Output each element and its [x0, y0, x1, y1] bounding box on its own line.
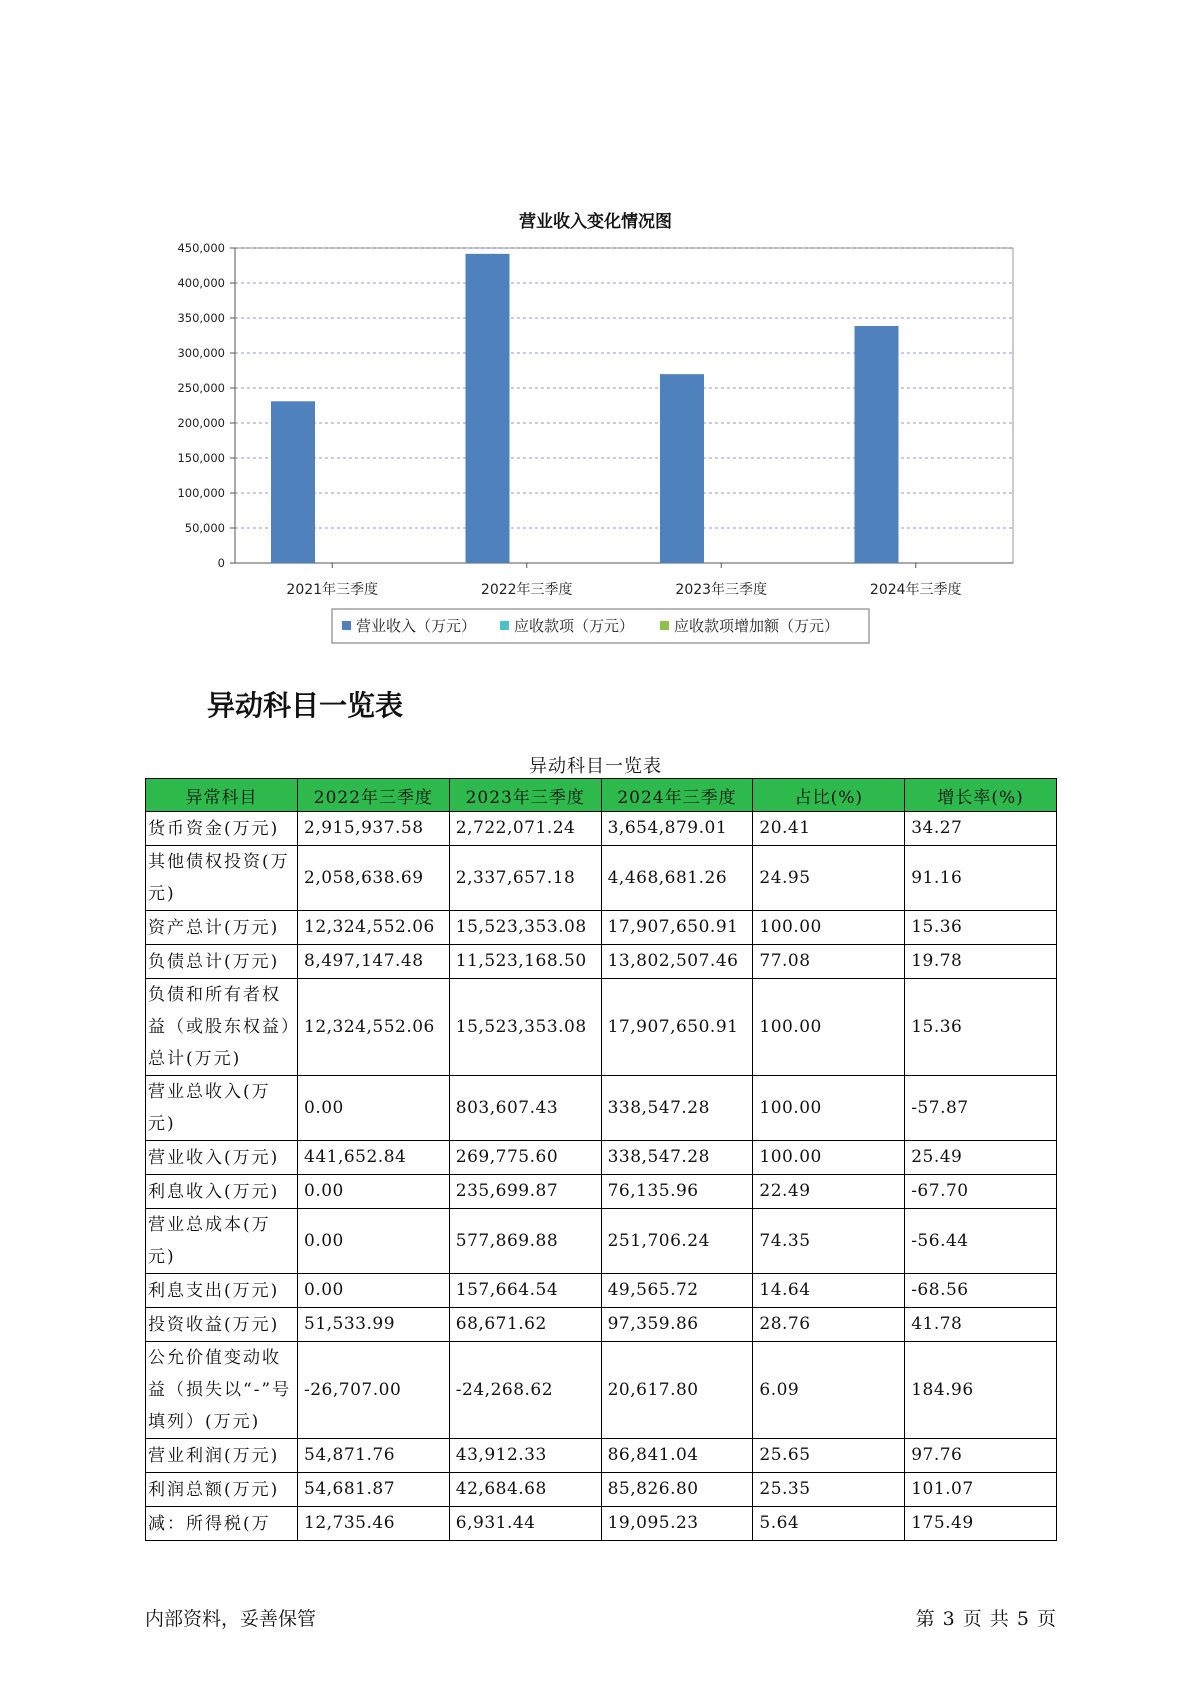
row-label-cell: 其他债权投资(万元)	[146, 846, 298, 911]
table-row	[146, 1175, 1057, 1209]
y-tick-label: 50,000	[184, 521, 225, 535]
value-cell: 34.27	[905, 812, 1057, 846]
value-cell: -56.44	[905, 1209, 1057, 1274]
value-cell: 68,671.62	[449, 1308, 601, 1342]
row-label-cell: 负债和所有者权益（或股东权益）总计(万元)	[146, 979, 298, 1076]
value-cell: 86,841.04	[601, 1439, 753, 1473]
table-header-cell: 2024年三季度	[601, 779, 753, 812]
row-label-cell: 负债总计(万元)	[146, 945, 298, 979]
value-cell: -26,707.00	[298, 1342, 450, 1439]
x-tick-label: 2022年三季度	[480, 582, 573, 598]
row-label-cell: 投资收益(万元)	[146, 1308, 298, 1342]
value-cell: -57.87	[905, 1076, 1057, 1141]
y-tick-label: 0	[217, 556, 225, 570]
value-cell: 3,654,879.01	[601, 812, 753, 846]
row-label-cell: 营业利润(万元)	[146, 1439, 298, 1473]
value-cell: 97,359.86	[601, 1308, 753, 1342]
value-cell: 577,869.88	[449, 1209, 601, 1274]
row-label-cell: 公允价值变动收益（损失以“-”号填列）(万元)	[146, 1342, 298, 1439]
value-cell: 100.00	[753, 1076, 905, 1141]
table-caption: 异动科目一览表	[529, 756, 662, 777]
value-cell: 441,652.84	[298, 1141, 450, 1175]
value-cell: 15,523,353.08	[449, 979, 601, 1076]
table-row	[146, 812, 1057, 846]
table-header-cell: 占比(%)	[753, 779, 905, 812]
bar	[466, 254, 510, 563]
value-cell: 74.35	[753, 1209, 905, 1274]
table-row	[146, 1507, 1057, 1541]
value-cell: 4,468,681.26	[601, 846, 753, 911]
value-cell: 41.78	[905, 1308, 1057, 1342]
table-row	[146, 846, 1057, 911]
bar	[855, 326, 899, 563]
y-tick-label: 350,000	[177, 311, 225, 325]
value-cell: 184.96	[905, 1342, 1057, 1439]
value-cell: 24.95	[753, 846, 905, 911]
table-header-cell: 2022年三季度	[298, 779, 450, 812]
value-cell: 77.08	[753, 945, 905, 979]
chart-title: 营业收入变化情况图	[519, 212, 672, 232]
value-cell: 2,915,937.58	[298, 812, 450, 846]
value-cell: 100.00	[753, 911, 905, 945]
revenue-bar-chart	[0, 0, 1191, 660]
value-cell: -67.70	[905, 1175, 1057, 1209]
table-row	[146, 1274, 1057, 1308]
value-cell: 235,699.87	[449, 1175, 601, 1209]
value-cell: 12,324,552.06	[298, 979, 450, 1076]
value-cell: 43,912.33	[449, 1439, 601, 1473]
value-cell: 76,135.96	[601, 1175, 753, 1209]
y-tick-label: 400,000	[177, 276, 225, 290]
value-cell: 251,706.24	[601, 1209, 753, 1274]
table-body	[146, 812, 1057, 1541]
page-number: 第 3 页 共 5 页	[915, 1608, 1056, 1630]
value-cell: 25.65	[753, 1439, 905, 1473]
value-cell: 42,684.68	[449, 1473, 601, 1507]
value-cell: 175.49	[905, 1507, 1057, 1541]
x-tick-label: 2021年三季度	[286, 582, 379, 598]
row-label-cell: 资产总计(万元)	[146, 911, 298, 945]
value-cell: -24,268.62	[449, 1342, 601, 1439]
value-cell: 91.16	[905, 846, 1057, 911]
row-label-cell: 营业总收入(万元)	[146, 1076, 298, 1141]
value-cell: 25.49	[905, 1141, 1057, 1175]
footer-note: 内部资料，妥善保管	[145, 1608, 317, 1630]
value-cell: 0.00	[298, 1076, 450, 1141]
value-cell: 20,617.80	[601, 1342, 753, 1439]
y-tick-label: 450,000	[177, 241, 225, 255]
table-row	[146, 1209, 1057, 1274]
value-cell: 13,802,507.46	[601, 945, 753, 979]
value-cell: 0.00	[298, 1209, 450, 1274]
table-row	[146, 945, 1057, 979]
value-cell: 0.00	[298, 1274, 450, 1308]
value-cell: 17,907,650.91	[601, 911, 753, 945]
value-cell: 12,735.46	[298, 1507, 450, 1541]
value-cell: 20.41	[753, 812, 905, 846]
table-row	[146, 979, 1057, 1076]
value-cell: 25.35	[753, 1473, 905, 1507]
value-cell: 85,826.80	[601, 1473, 753, 1507]
legend-label: 应收款项增加额（万元）	[674, 617, 840, 635]
row-label-cell: 营业收入(万元)	[146, 1141, 298, 1175]
table-row	[146, 1141, 1057, 1175]
value-cell: 54,871.76	[298, 1439, 450, 1473]
value-cell: 28.76	[753, 1308, 905, 1342]
y-tick-label: 100,000	[177, 486, 225, 500]
legend-swatch	[342, 621, 351, 630]
anomaly-table	[145, 778, 1057, 1541]
legend-swatch	[660, 621, 669, 630]
row-label-cell: 减：所得税(万	[146, 1507, 298, 1541]
bar	[271, 401, 315, 563]
value-cell: 14.64	[753, 1274, 905, 1308]
value-cell: 2,337,657.18	[449, 846, 601, 911]
table-row	[146, 1439, 1057, 1473]
value-cell: 19,095.23	[601, 1507, 753, 1541]
value-cell: 338,547.28	[601, 1076, 753, 1141]
value-cell: 15,523,353.08	[449, 911, 601, 945]
value-cell: 19.78	[905, 945, 1057, 979]
value-cell: -68.56	[905, 1274, 1057, 1308]
legend-label: 应收款项（万元）	[514, 617, 635, 635]
value-cell: 6,931.44	[449, 1507, 601, 1541]
y-tick-label: 250,000	[177, 381, 225, 395]
value-cell: 338,547.28	[601, 1141, 753, 1175]
row-label-cell: 利润总额(万元)	[146, 1473, 298, 1507]
table-header-cell: 异常科目	[146, 779, 298, 812]
table-header-cell: 2023年三季度	[449, 779, 601, 812]
y-tick-label: 300,000	[177, 346, 225, 360]
value-cell: 269,775.60	[449, 1141, 601, 1175]
value-cell: 2,722,071.24	[449, 812, 601, 846]
table-row	[146, 1342, 1057, 1439]
x-tick-label: 2024年三季度	[869, 582, 962, 598]
table-row	[146, 1473, 1057, 1507]
value-cell: 22.49	[753, 1175, 905, 1209]
table-header-cell: 增长率(%)	[905, 779, 1057, 812]
table-row	[146, 1308, 1057, 1342]
row-label-cell: 营业总成本(万元)	[146, 1209, 298, 1274]
value-cell: 6.09	[753, 1342, 905, 1439]
value-cell: 0.00	[298, 1175, 450, 1209]
y-tick-label: 200,000	[177, 416, 225, 430]
value-cell: 100.00	[753, 979, 905, 1076]
table-row	[146, 911, 1057, 945]
value-cell: 54,681.87	[298, 1473, 450, 1507]
value-cell: 97.76	[905, 1439, 1057, 1473]
row-label-cell: 利息支出(万元)	[146, 1274, 298, 1308]
table-row	[146, 1076, 1057, 1141]
y-tick-label: 150,000	[177, 451, 225, 465]
value-cell: 101.07	[905, 1473, 1057, 1507]
value-cell: 49,565.72	[601, 1274, 753, 1308]
section-heading: 异动科目一览表	[207, 689, 404, 722]
value-cell: 15.36	[905, 979, 1057, 1076]
row-label-cell: 货币资金(万元)	[146, 812, 298, 846]
value-cell: 51,533.99	[298, 1308, 450, 1342]
value-cell: 11,523,168.50	[449, 945, 601, 979]
bar	[660, 374, 704, 563]
row-label-cell: 利息收入(万元)	[146, 1175, 298, 1209]
value-cell: 100.00	[753, 1141, 905, 1175]
value-cell: 803,607.43	[449, 1076, 601, 1141]
table-header-row	[146, 779, 1057, 812]
value-cell: 15.36	[905, 911, 1057, 945]
value-cell: 5.64	[753, 1507, 905, 1541]
value-cell: 157,664.54	[449, 1274, 601, 1308]
value-cell: 17,907,650.91	[601, 979, 753, 1076]
x-tick-label: 2023年三季度	[675, 582, 768, 598]
legend-swatch	[500, 621, 509, 630]
legend-label: 营业收入（万元）	[356, 617, 477, 635]
value-cell: 8,497,147.48	[298, 945, 450, 979]
value-cell: 12,324,552.06	[298, 911, 450, 945]
value-cell: 2,058,638.69	[298, 846, 450, 911]
